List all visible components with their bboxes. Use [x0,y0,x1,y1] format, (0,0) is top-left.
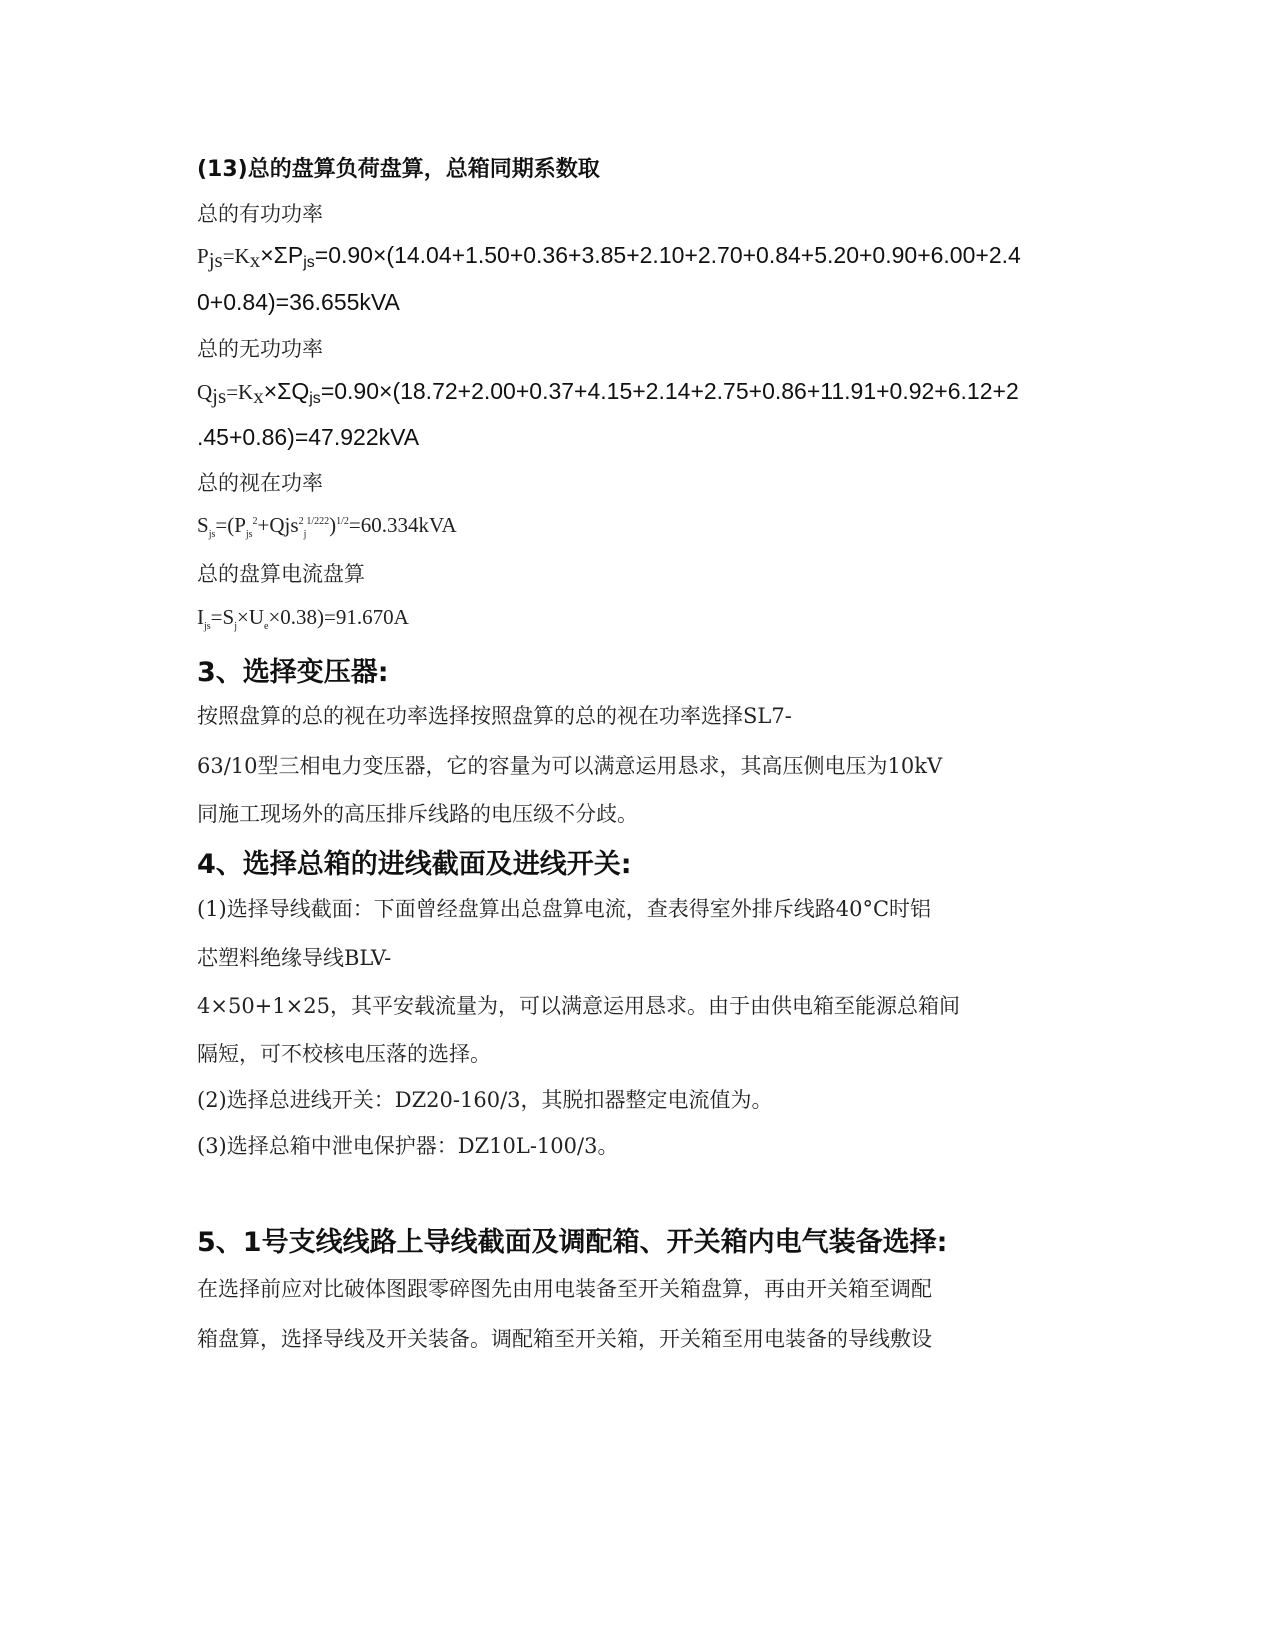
section5-line-2: 箱盘算，选择导线及开关装备。调配箱至开关箱，开关箱至用电装备的导线敷设 [197,1327,932,1351]
section4-line-4: 隔短，可不校核电压落的选择。 [197,1042,491,1066]
section3-heading: 3、选择变压器: [197,657,389,688]
section3-line-1: 按照盘算的总的视在功率选择按照盘算的总的视在功率选择SL7- [197,704,792,728]
apparent-power-label: 总的视在功率 [197,471,323,495]
active-power-formula: $P_{js}=K_x\times\Sigma P_{js}=0.90\times(14.04+1.50+0.36+3.85+2.10+2.70+0.84+5.20+0.90+6.00+2.4$ [197,242,1021,273]
active-power-formula-cont: 0+0.84)=36.655kVA [197,289,400,315]
section4-line-2: 芯塑料绝缘导线BLV- [197,946,392,970]
apparent-power-formula: $S_{js}=(P_{js}^2+Qjs^2_j^{1/222})^{1/2}=60.334kVA$ [197,513,457,541]
section3-line-3: 同施工现场外的高压排斥线路的电压级不分歧。 [197,802,638,826]
reactive-power-label: 总的无功功率 [197,337,323,361]
section4-line-5: (2)选择总进线开关：DZ20-160/3，其脱扣器整定电流值为。 [197,1088,773,1112]
current-label: 总的盘算电流盘算 [197,562,365,586]
section4-heading: 4、选择总箱的进线截面及进线开关: [197,849,632,880]
current-formula: $I_{js}=S_j\times U_e\times 0.38)=91.670A$ [197,605,409,633]
section4-line-3: 4×50+1×25，其平安载流量为，可以满意运用恳求。由于由供电箱至能源总箱间 [197,994,960,1018]
section4-line-6: (3)选择总箱中泄电保护器：DZ10L-100/3。 [197,1134,619,1158]
section5-heading: 5、1号支线线路上导线截面及调配箱、开关箱内电气装备选择: [197,1227,948,1258]
active-power-label: 总的有功功率 [197,202,323,226]
section5-line-1: 在选择前应对比破体图跟零碎图先由用电装备至开关箱盘算，再由开关箱至调配 [197,1277,932,1301]
section13-heading: (13)总的盘算负荷盘算，总箱同期系数取 [197,157,600,182]
reactive-power-formula-cont: .45+0.86)=47.922kVA [197,424,420,450]
section4-line-1: (1)选择导线截面：下面曾经盘算出总盘算电流，查表得室外排斥线路40°C时铝 [197,897,932,921]
reactive-power-formula: $Q_{js}=K_x\times\Sigma Q_{js}=0.90\times(18.72+2.00+0.37+4.15+2.14+2.75+0.86+11.91+0.92+6.12+2$ [197,378,1019,409]
section3-line-2: 63/10型三相电力变压器，它的容量为可以满意运用恳求，其高压侧电压为10kV [197,754,943,778]
